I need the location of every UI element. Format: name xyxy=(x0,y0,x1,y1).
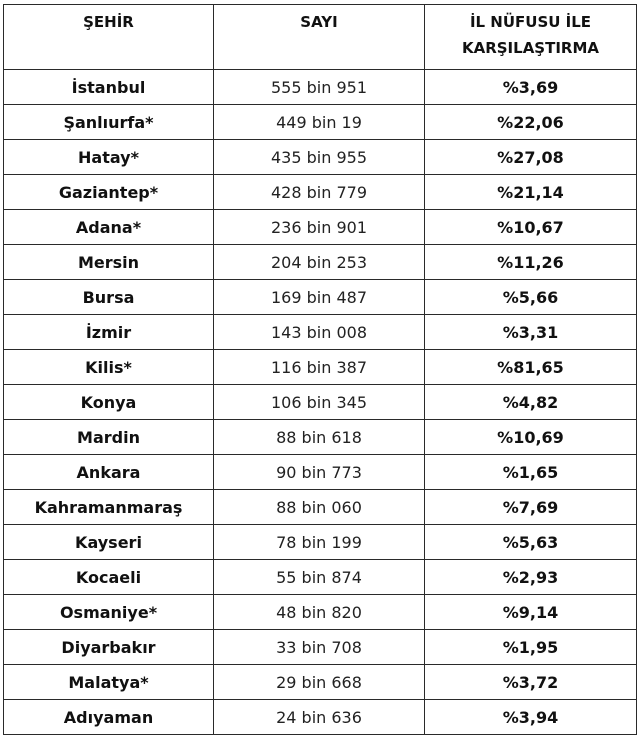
header-city-label: ŞEHİR xyxy=(83,13,134,31)
table-row xyxy=(4,245,637,280)
city-cell: Kayseri xyxy=(4,525,214,560)
header-count xyxy=(214,5,425,70)
count-cell: 24 bin 636 xyxy=(214,700,425,735)
count-cell: 88 bin 060 xyxy=(214,490,425,525)
count-cell: 29 bin 668 xyxy=(214,665,425,700)
header-ratio-line2: KARŞILAŞTIRMA xyxy=(461,39,600,57)
count-cell: 88 bin 618 xyxy=(214,420,425,455)
header-row xyxy=(4,5,637,70)
ratio-cell: %22,06 xyxy=(425,105,637,140)
ratio-cell: %3,72 xyxy=(425,665,637,700)
table-header xyxy=(4,5,637,70)
header-ratio-label xyxy=(425,5,636,61)
ratio-cell: %1,95 xyxy=(425,630,637,665)
count-cell: 48 bin 820 xyxy=(214,595,425,630)
ratio-cell: %10,67 xyxy=(425,210,637,245)
ratio-cell: %5,63 xyxy=(425,525,637,560)
table-row xyxy=(4,560,637,595)
table-row xyxy=(4,630,637,665)
city-cell: Bursa xyxy=(4,280,214,315)
ratio-cell: %1,65 xyxy=(425,455,637,490)
city-cell: İzmir xyxy=(4,315,214,350)
count-cell: 236 bin 901 xyxy=(214,210,425,245)
count-cell: 204 bin 253 xyxy=(214,245,425,280)
city-cell: Ankara xyxy=(4,455,214,490)
count-cell: 116 bin 387 xyxy=(214,350,425,385)
ratio-cell: %27,08 xyxy=(425,140,637,175)
count-cell: 143 bin 008 xyxy=(214,315,425,350)
table-row xyxy=(4,385,637,420)
ratio-cell: %21,14 xyxy=(425,175,637,210)
header-ratio-line1: İL NÜFUSU İLE xyxy=(469,13,592,31)
city-cell: Şanlıurfa* xyxy=(4,105,214,140)
city-cell: Konya xyxy=(4,385,214,420)
table-row xyxy=(4,105,637,140)
table-row xyxy=(4,420,637,455)
table-row xyxy=(4,350,637,385)
ratio-cell: %10,69 xyxy=(425,420,637,455)
city-cell: Hatay* xyxy=(4,140,214,175)
ratio-cell: %11,26 xyxy=(425,245,637,280)
city-cell: Gaziantep* xyxy=(4,175,214,210)
city-cell: Malatya* xyxy=(4,665,214,700)
table-row xyxy=(4,525,637,560)
count-cell: 449 bin 19 xyxy=(214,105,425,140)
ratio-cell: %7,69 xyxy=(425,490,637,525)
ratio-cell: %5,66 xyxy=(425,280,637,315)
header-ratio xyxy=(425,5,637,70)
city-cell: Osmaniye* xyxy=(4,595,214,630)
count-cell: 428 bin 779 xyxy=(214,175,425,210)
ratio-cell: %3,94 xyxy=(425,700,637,735)
count-cell: 90 bin 773 xyxy=(214,455,425,490)
count-cell: 555 bin 951 xyxy=(214,70,425,105)
count-cell: 55 bin 874 xyxy=(214,560,425,595)
city-cell: Diyarbakır xyxy=(4,630,214,665)
city-cell: Mardin xyxy=(4,420,214,455)
table-row xyxy=(4,595,637,630)
count-cell: 106 bin 345 xyxy=(214,385,425,420)
ratio-cell: %4,82 xyxy=(425,385,637,420)
count-cell: 33 bin 708 xyxy=(214,630,425,665)
ratio-cell: %2,93 xyxy=(425,560,637,595)
table-row xyxy=(4,70,637,105)
table-row xyxy=(4,490,637,525)
population-comparison-table xyxy=(3,4,637,735)
table-row xyxy=(4,280,637,315)
table-row xyxy=(4,210,637,245)
table-row xyxy=(4,315,637,350)
ratio-cell: %81,65 xyxy=(425,350,637,385)
header-count-label: SAYI xyxy=(300,13,338,31)
table-row xyxy=(4,140,637,175)
ratio-cell: %3,31 xyxy=(425,315,637,350)
ratio-cell: %3,69 xyxy=(425,70,637,105)
city-cell: Kahramanmaraş xyxy=(4,490,214,525)
table-row xyxy=(4,455,637,490)
city-cell: Adana* xyxy=(4,210,214,245)
city-cell: Adıyaman xyxy=(4,700,214,735)
ratio-cell: %9,14 xyxy=(425,595,637,630)
city-cell: Kocaeli xyxy=(4,560,214,595)
table-row xyxy=(4,700,637,735)
header-city xyxy=(4,5,214,70)
table-row xyxy=(4,175,637,210)
city-cell: Mersin xyxy=(4,245,214,280)
city-cell: Kilis* xyxy=(4,350,214,385)
count-cell: 169 bin 487 xyxy=(214,280,425,315)
count-cell: 78 bin 199 xyxy=(214,525,425,560)
table-body xyxy=(4,70,637,735)
count-cell: 435 bin 955 xyxy=(214,140,425,175)
city-cell: İstanbul xyxy=(4,70,214,105)
table-row xyxy=(4,665,637,700)
